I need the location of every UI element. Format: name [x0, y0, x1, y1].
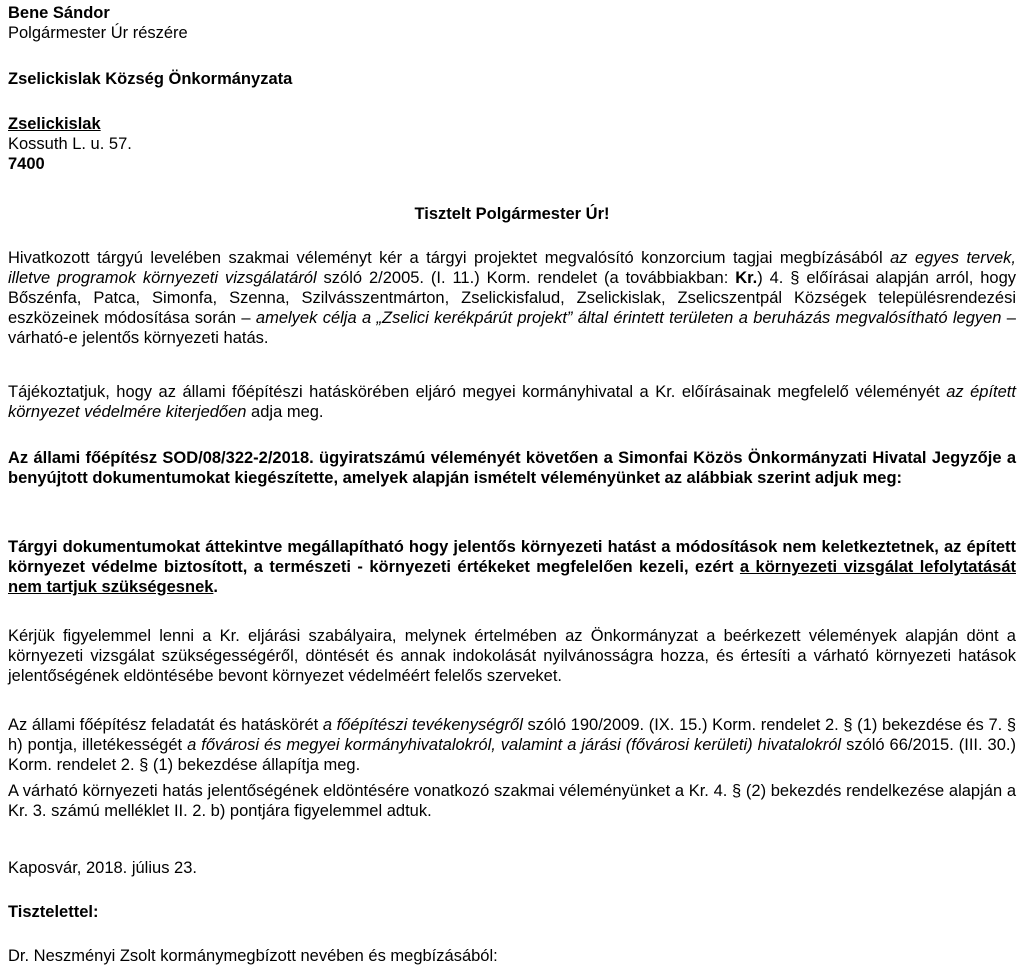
recipient-block — [8, 3, 1016, 43]
recipient-city: Zselickislak — [8, 115, 101, 133]
salutation: Tisztelt Polgármester Úr! — [414, 205, 610, 223]
place-date: Kaposvár, 2018. július 23. — [8, 859, 197, 877]
recipient-role: Polgármester Úr részére — [8, 24, 188, 42]
recipient-address-lines — [8, 114, 1016, 174]
closing: Tisztelettel: — [8, 903, 99, 921]
paragraph-request: Hivatkozott tárgyú levelében szakmai véleményt kér a tárgyi projektet megvalósító konzorcium tagjai megbízásából az egyes tervek, illetve programok környezeti vizsgálatáról szóló 2/2005. (I. 11.) Korm. rendelet (a továbbiakban: Kr.) 4. § előírásai alapján arról, hogy Bőszénfa, Patca, Simonfa, Szenna, Szilvásszentmárton, Zselickisfalud, Zselickislak, Zselicszentpál Községek településrendezési eszközeinek módosítása során – amelyek célja a „Zselici kerékpárút projekt” által érintett területen a beruházás megvalósítható legyen – várható-e jelentős környezeti hatás. — [8, 249, 1016, 347]
recipient-postal-code: 7400 — [8, 155, 45, 173]
recipient-name: Bene Sándor — [8, 4, 110, 22]
recipient-address — [8, 69, 1016, 89]
recipient-street: Kossuth L. u. 57. — [8, 135, 132, 153]
recipient-organization: Zselickislak Község Önkormányzata — [8, 70, 293, 88]
signatory: Dr. Neszményi Zsolt kormánymegbízott nevében és megbízásából: — [8, 947, 498, 965]
paragraph-regulation-note: A várható környezeti hatás jelentőségének eldöntésére vonatkozó szakmai véleményünket a Kr. 4. § (2) bekezdés rendelkezése alapján a Kr. 3. számú melléklet II. 2. b) pontjára figyelemmel adtuk. — [8, 782, 1016, 820]
paragraph-information: Tájékoztatjuk, hogy az állami főépítészi hatáskörében eljáró megyei kormányhivatal a Kr. előírásainak megfelelő véleményét az épített környezet védelmére kiterjedően adja meg. — [8, 383, 1016, 421]
paragraph-legal-basis: Az állami főépítész feladatát és hatáskörét a főépítészi tevékenységről szóló 190/2009. (IX. 15.) Korm. rendelet 2. § (1) bekezdése és 7. § h) pontja, illetékességét a fővárosi és megyei kormányhivatalokról, valamint a járási (fővárosi kerületi) hivatalokról szóló 66/2015. (III. 30.) Korm. rendelet 2. § (1) bekezdése állapítja meg. — [8, 716, 1017, 774]
paragraph-procedure: Kérjük figyelemmel lenni a Kr. eljárási szabályaira, melynek értelmében az Önkormányzat a beérkezett vélemények alapján dönt a környezeti vizsgálat szükségességéről, döntését és annak indokolását nyilvánosságra hozza, és értesíti a várható környezeti hatások jelentőségének eldöntésébe bevont környezet védelméért felelős szerveket. — [8, 627, 1016, 685]
paragraph-conclusion: Tárgyi dokumentumokat áttekintve megállapítható hogy jelentős környezeti hatást a módosítások nem keletkeztetnek, az épített környezet védelme biztosított, a természeti - környezeti értékeket megfelelően kezeli, ezért a környezeti vizsgálat lefolytatását nem tartjuk szükségesnek. — [8, 538, 1016, 596]
paragraph-opinion-reference: Az állami főépítész SOD/08/322-2/2018. ügyiratszámú véleményét követően a Simonfai Közös Önkormányzati Hivatal Jegyzője a benyújtott dokumentumokat kiegészítette, amelyek alapján ismételt véleményünket az alábbiak szerint adjuk meg: — [8, 449, 1016, 487]
